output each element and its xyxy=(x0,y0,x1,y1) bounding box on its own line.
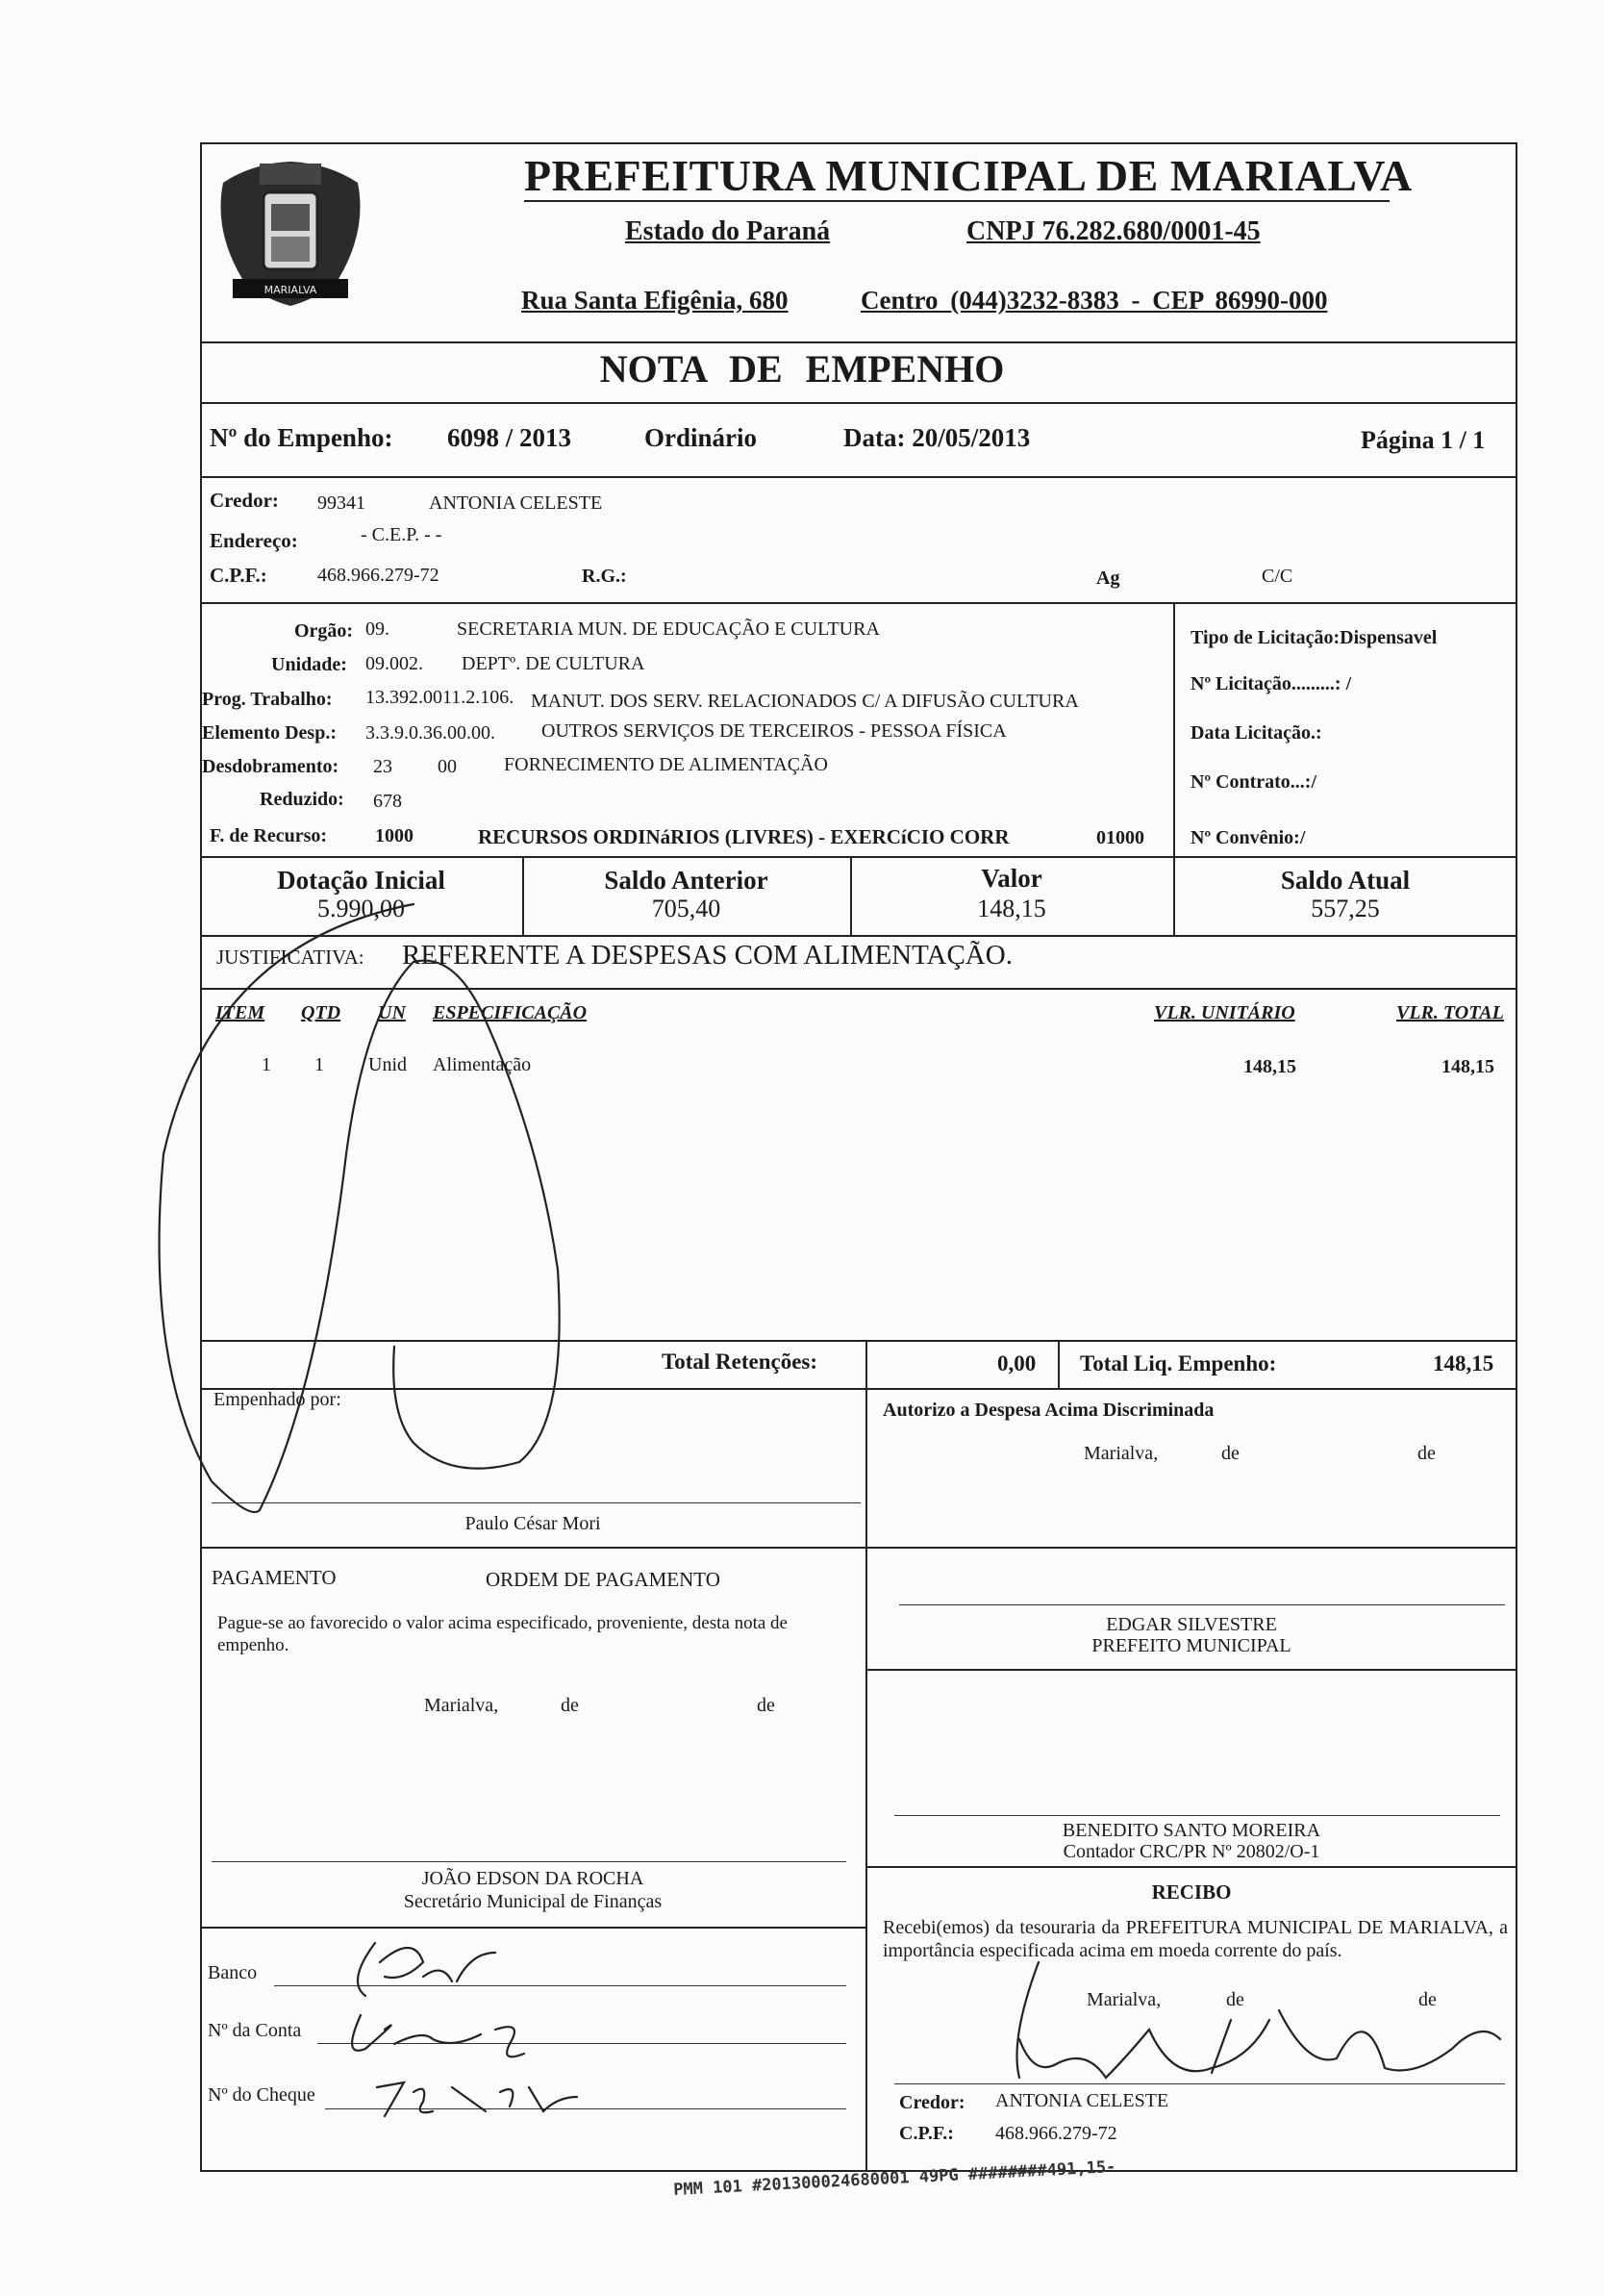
endereco-prefeitura: Rua Santa Efigênia, 680 xyxy=(521,286,789,315)
ag-label: Ag xyxy=(1096,568,1120,589)
row-un: Unid xyxy=(368,1054,407,1075)
autorizo-de2: de xyxy=(1417,1443,1436,1464)
row-esp: Alimentação xyxy=(433,1054,532,1075)
col-especificacao: ESPECIFICAÇÃO xyxy=(433,1002,588,1023)
desd-sub: 00 xyxy=(438,756,457,777)
prefeitura-title: PREFEITURA MUNICIPAL DE MARIALVA xyxy=(524,151,1413,200)
justificativa-texto: REFERENTE A DESPESAS COM ALIMENTAÇÃO. xyxy=(402,940,1013,971)
saldo-atual-label: Saldo Atual xyxy=(1280,866,1411,895)
pagamento-cidade: Marialva, xyxy=(424,1695,499,1716)
credor-codigo: 99341 xyxy=(317,492,365,514)
recibo-de1: de xyxy=(1226,1989,1244,2010)
orgao-label: Orgão: xyxy=(294,620,354,642)
saldo-anterior: 705,40 xyxy=(651,895,721,922)
desd: FORNECIMENTO DE ALIMENTAÇÃO xyxy=(504,754,828,775)
signature-recibo xyxy=(1017,1962,1501,2078)
reduzido-label: Reduzido: xyxy=(260,789,344,810)
signature-conta xyxy=(352,2015,524,2056)
autorizo-de1: de xyxy=(1221,1443,1240,1464)
cc-label: C/C xyxy=(1262,566,1293,587)
recurso-num: 01000 xyxy=(1096,827,1144,848)
signature-loop xyxy=(160,904,560,1512)
secretario-nome: JOÃO EDSON DA ROCHA xyxy=(421,1868,644,1889)
pagamento-texto: Pague-se ao favorecido o valor acima especificado, proveniente, desta nota de empenho. xyxy=(217,1613,788,1655)
prefeito-nome: EDGAR SILVESTRE xyxy=(1106,1614,1277,1635)
orgao-cod: 09. xyxy=(365,618,389,640)
pagamento-label: PAGAMENTO xyxy=(212,1566,337,1589)
dotacao-inicial-label: Dotação Inicial xyxy=(277,866,445,895)
licitacao-contrato: Nº Contrato...:/ xyxy=(1190,771,1317,793)
empenho-numero: 6098 / 2013 xyxy=(447,423,572,452)
col-un: UN xyxy=(378,1002,406,1023)
col-item: ITEM xyxy=(215,1002,265,1023)
unidade-cod: 09.002. xyxy=(365,653,423,674)
reduzido: 678 xyxy=(373,791,402,812)
unidade: DEPTº. DE CULTURA xyxy=(462,653,645,674)
credor-cpf: 468.966.279-72 xyxy=(317,565,439,586)
autorizo-label: Autorizo a Despesa Acima Discriminada xyxy=(883,1400,1215,1421)
banco-label: Banco xyxy=(208,1962,258,1983)
autorizo-cidade: Marialva, xyxy=(1084,1443,1159,1464)
credor-endereco: - C.E.P. - - xyxy=(361,524,442,545)
doc-title: NOTA DE EMPENHO xyxy=(599,347,1005,391)
elem-cod: 3.3.9.0.36.00.00. xyxy=(365,722,495,744)
desd-cod: 23 xyxy=(373,756,392,777)
row-item: 1 xyxy=(262,1054,271,1075)
recibo-credor: ANTONIA CELESTE xyxy=(995,2090,1169,2111)
saldo-anterior-label: Saldo Anterior xyxy=(604,866,768,895)
saldo-atual: 557,25 xyxy=(1311,895,1380,922)
recibo-cpf: 468.966.279-72 xyxy=(995,2123,1117,2144)
ordem-pagamento: ORDEM DE PAGAMENTO xyxy=(486,1568,720,1591)
svg-text:MARIALVA: MARIALVA xyxy=(263,284,317,296)
conta-label: Nº da Conta xyxy=(208,2020,302,2041)
bank-stamp: PMM 101 #201300024680001 49PG ########491,15- xyxy=(672,2157,1116,2201)
pagamento-de1: de xyxy=(561,1695,579,1716)
prog-cod: 13.392.0011.2.106. xyxy=(365,687,514,708)
prog-label: Prog. Trabalho: xyxy=(202,689,333,710)
recurso-cod: 1000 xyxy=(375,825,414,846)
cpf-label: C.P.F.: xyxy=(210,564,267,587)
licitacao-convenio: Nº Convênio:/ xyxy=(1190,827,1306,848)
elem: OUTROS SERVIÇOS DE TERCEIROS - PESSOA FÍSICA xyxy=(541,720,1007,742)
cheque-label: Nº do Cheque xyxy=(208,2084,315,2106)
pagamento-de2: de xyxy=(757,1695,775,1716)
row-unit: 148,15 xyxy=(1243,1056,1296,1077)
col-vlr-total: VLR. TOTAL xyxy=(1396,1002,1504,1023)
empenho-tipo: Ordinário xyxy=(644,423,758,452)
empenho-pagina: Página 1 / 1 xyxy=(1361,426,1486,454)
total-retencoes: 0,00 xyxy=(997,1351,1037,1375)
licitacao-data: Data Licitação.: xyxy=(1190,722,1322,744)
unidade-label: Unidade: xyxy=(271,654,347,675)
signature-banco xyxy=(358,1943,495,1996)
recibo-credor-label: Credor: xyxy=(899,2092,965,2113)
contador-cargo: Contador CRC/PR Nº 20802/O-1 xyxy=(1063,1841,1320,1862)
elem-label: Elemento Desp.: xyxy=(202,722,337,744)
recibo-cpf-label: C.P.F.: xyxy=(899,2123,954,2144)
justificativa-label: JUSTIFICATIVA: xyxy=(216,946,364,969)
empenho-numero-label: Nº do Empenho: xyxy=(210,423,393,452)
empenhado-nome: Paulo César Mori xyxy=(464,1513,601,1534)
total-retencoes-label: Total Retenções: xyxy=(662,1350,818,1374)
recibo-titulo: RECIBO xyxy=(1151,1880,1232,1904)
cnpj: CNPJ 76.282.680/0001-45 xyxy=(966,216,1261,246)
estado: Estado do Paraná xyxy=(625,216,831,246)
col-qtd: QTD xyxy=(301,1002,341,1023)
signature-cheque xyxy=(377,2082,577,2116)
recibo-cidade: Marialva, xyxy=(1087,1989,1162,2010)
recibo-texto: Recebi(emos) da tesouraria da PREFEITURA MUNICIPAL DE MARIALVA, a importância especificada acima em moeda corrente do país. xyxy=(883,1917,1508,1961)
rg-label: R.G.: xyxy=(582,566,627,587)
credor-nome: ANTONIA CELESTE xyxy=(429,492,603,514)
contador-nome: BENEDITO SANTO MOREIRA xyxy=(1062,1820,1321,1841)
credor-label: Credor: xyxy=(210,489,279,512)
total-liq-label: Total Liq. Empenho: xyxy=(1080,1351,1277,1375)
total-liq: 148,15 xyxy=(1433,1351,1494,1375)
dotacao-inicial: 5.990,00 xyxy=(317,895,405,922)
row-qtd: 1 xyxy=(314,1054,324,1075)
recurso-label: F. de Recurso: xyxy=(210,825,328,846)
licitacao-numero: Nº Licitação.........: / xyxy=(1190,673,1352,694)
orgao: SECRETARIA MUN. DE EDUCAÇÃO E CULTURA xyxy=(457,618,880,640)
row-total: 148,15 xyxy=(1441,1056,1494,1077)
empenho-data: Data: 20/05/2013 xyxy=(843,423,1031,452)
secretario-cargo: Secretário Municipal de Finanças xyxy=(403,1891,663,1912)
licitacao-tipo: Tipo de Licitação:Dispensavel xyxy=(1190,627,1438,648)
valor: 148,15 xyxy=(977,895,1046,922)
endereco-label: Endereço: xyxy=(210,529,298,552)
col-vlr-unitario: VLR. UNITÁRIO xyxy=(1154,1002,1295,1023)
prefeito-cargo: PREFEITO MUNICIPAL xyxy=(1091,1635,1291,1656)
desd-label: Desdobramento: xyxy=(202,756,339,777)
recurso: RECURSOS ORDINáRIOS (LIVRES) - EXERCíCIO CORR xyxy=(478,825,1010,848)
prog: MANUT. DOS SERV. RELACIONADOS C/ A DIFUSÃO CULTURA xyxy=(531,691,1079,712)
valor-label: Valor xyxy=(981,864,1042,893)
empenhado-label: Empenhado por: xyxy=(213,1389,341,1410)
bairro-fone-cep: Centro (044)3232-8383 - CEP 86990-000 xyxy=(861,286,1328,315)
recibo-de2: de xyxy=(1418,1989,1437,2010)
